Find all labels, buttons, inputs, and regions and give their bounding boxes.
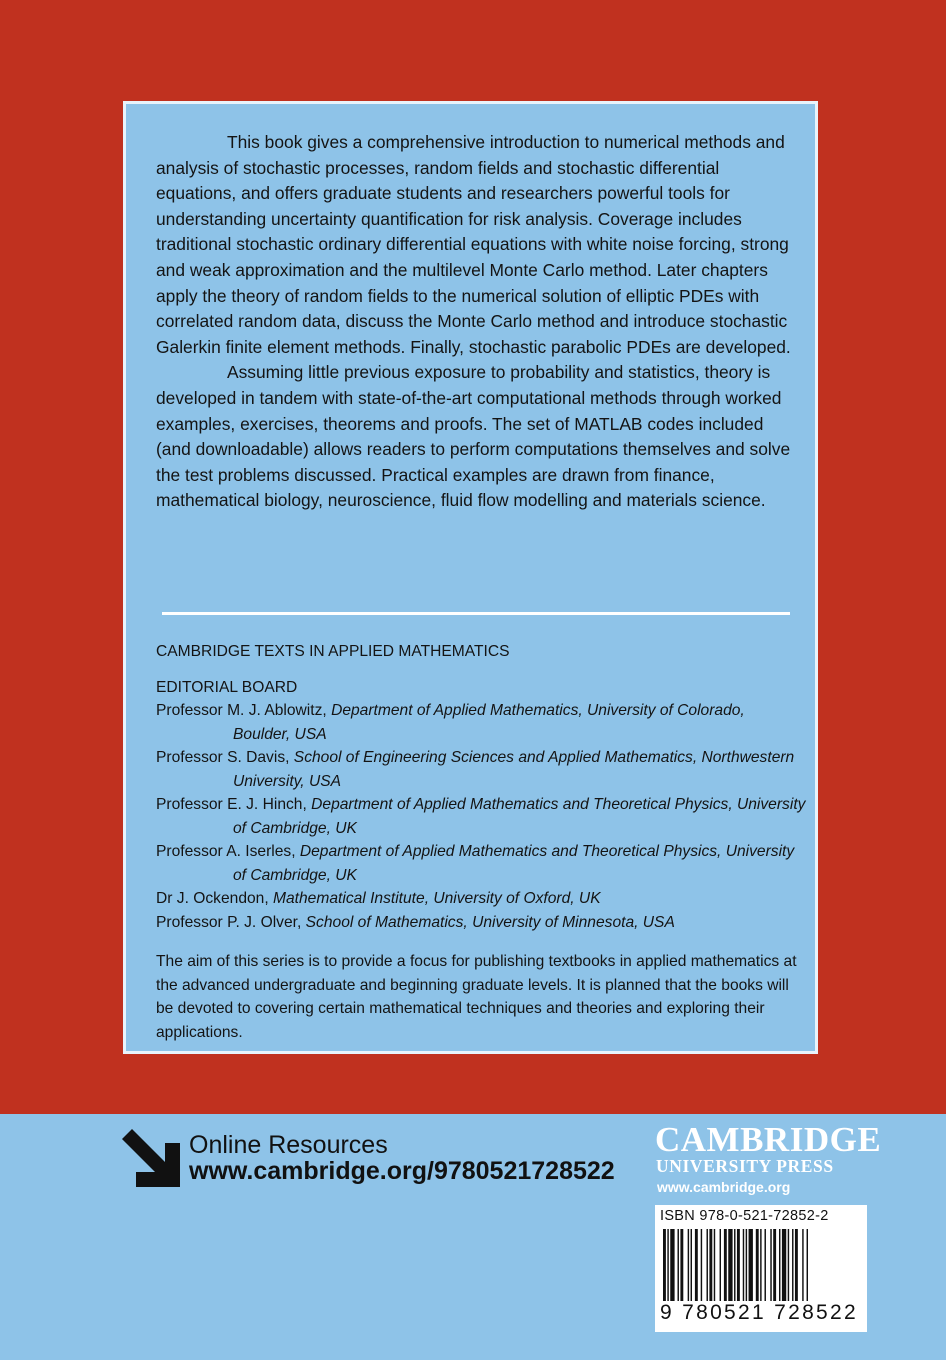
board-member: [156, 746, 806, 793]
publisher-logo-name: CAMBRIDGE: [655, 1120, 882, 1159]
description-paragraph-2: Assuming little previous exposure to probability and statistics, theory is developed in tandem with state-of-the-art computational methods through worked examples, exercises, theorems and proofs. The set of MATLAB codes included (and downloadable) allows readers to perform computations themselves and solve the test problems discussed. Practical examples are drawn from finance, mathematical biology, neuroscience, fluid flow modelling and materials science.: [156, 362, 791, 511]
online-resources-url[interactable]: www.cambridge.org/9780521728522: [189, 1157, 615, 1185]
member-name: Dr J. Ockendon,: [156, 890, 269, 907]
description-paragraph-1: This book gives a comprehensive introduction to numerical methods and analysis of stochastic processes, random fields and stochastic differential equations, and offers graduate students and researchers powerful tools for understanding uncertainty quantification for risk analysis. Coverage includes traditional stochastic ordinary differential equations with white noise forcing, strong and weak approximation and the multilevel Monte Carlo method. Later chapters apply the theory of random fields to the numerical solution of elliptic PDEs with correlated random data, discuss the Monte Carlo method and introduce stochastic Galerkin finite element methods. Finally, stochastic parabolic PDEs are developed.: [156, 132, 791, 357]
series-info: [156, 640, 806, 1044]
member-affiliation: Department of Applied Mathematics and Theoretical Physics, University of Cambridge, UK: [233, 843, 795, 884]
member-affiliation: Mathematical Institute, University of Oxford, UK: [273, 890, 601, 907]
member-name: Professor S. Davis,: [156, 749, 290, 766]
member-name: Professor E. J. Hinch,: [156, 796, 307, 813]
member-name: Professor A. Iserles,: [156, 843, 296, 860]
board-member: [156, 793, 806, 840]
description-panel: [123, 101, 818, 1054]
book-description: [156, 130, 796, 514]
member-name: Professor P. J. Olver,: [156, 913, 302, 931]
series-aim: The aim of this series is to provide a focus for publishing textbooks in applied mathematics at the advanced undergraduate and beginning graduate levels. It is planned that the books will be devoted to covering certain mathematical techniques and theories and exploring their applications.: [156, 953, 797, 1041]
member-affiliation: Department of Applied Mathematics and Theoretical Physics, University of Cambridge, UK: [233, 796, 806, 837]
isbn-label: ISBN 978-0-521-72852-2: [660, 1208, 829, 1224]
online-resources-title: Online Resources: [189, 1131, 388, 1159]
publisher-logo-press: UNIVERSITY PRESS: [656, 1156, 834, 1176]
board-member: [156, 911, 806, 935]
arrow-down-right-icon: [122, 1129, 180, 1187]
barcode: [661, 1229, 861, 1301]
board-member: [156, 699, 806, 746]
publisher-url[interactable]: www.cambridge.org: [657, 1179, 791, 1195]
board-member: [156, 887, 806, 911]
isbn-barcode-box: [655, 1205, 867, 1332]
editorial-board-heading: EDITORIAL BOARD: [156, 678, 298, 696]
member-affiliation: School of Mathematics, University of Minnesota, USA: [305, 913, 675, 931]
section-divider: [162, 612, 790, 615]
barcode-digits: 9 780521 728522: [660, 1301, 858, 1324]
bottom-band: [0, 1114, 946, 1360]
board-member: [156, 840, 806, 887]
member-name: Professor M. J. Ablowitz,: [156, 702, 327, 719]
member-affiliation: School of Engineering Sciences and Applied Mathematics, Northwestern University, USA: [233, 749, 795, 790]
member-affiliation: Department of Applied Mathematics, University of Colorado, Boulder, USA: [233, 702, 745, 743]
series-title: CAMBRIDGE TEXTS IN APPLIED MATHEMATICS: [156, 643, 510, 660]
